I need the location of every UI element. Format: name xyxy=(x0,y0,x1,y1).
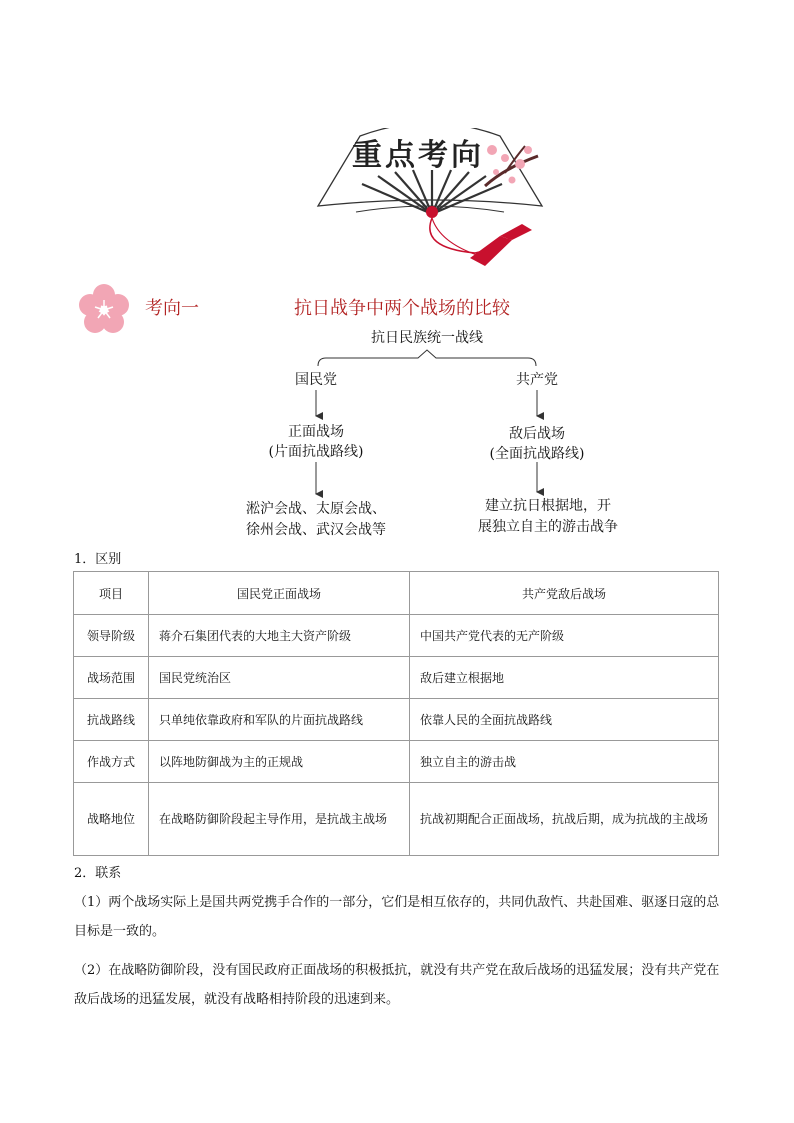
table-cell: 只单纯依靠政府和军队的片面抗战路线 xyxy=(149,699,410,741)
flowchart-connectors xyxy=(0,0,794,560)
flow-right-battlefield: 敌后战场 xyxy=(509,426,565,442)
table-cell: 领导阶级 xyxy=(74,615,149,657)
table-header: 国民党正面战场 xyxy=(149,572,410,615)
flow-left-battles-2: 徐州会战、武汉会战等 xyxy=(246,522,386,538)
table-cell: 蒋介石集团代表的大地主大资产阶级 xyxy=(149,615,410,657)
table-row xyxy=(74,741,719,783)
flow-left-party: 国民党 xyxy=(295,372,337,388)
table-cell: 作战方式 xyxy=(74,741,149,783)
table-cell: 中国共产党代表的无产阶级 xyxy=(410,615,719,657)
flow-left-battlefield: 正面战场 xyxy=(288,424,344,440)
table-row xyxy=(74,783,719,856)
table-header: 共产党敌后战场 xyxy=(410,572,719,615)
table-cell: 抗战路线 xyxy=(74,699,149,741)
difference-heading: 1．区别 xyxy=(74,552,122,567)
table-cell: 敌后建立根据地 xyxy=(410,657,719,699)
table-cell: 战场范围 xyxy=(74,657,149,699)
table-header-row xyxy=(74,572,719,615)
connection-paragraph-2: （2）在战略防御阶段，没有国民政府正面战场的积极抵抗，就没有共产党在敌后战场的迅猛发展；没有共产党在敌后战场的迅猛发展，就没有战略相持阶段的迅速到来。 xyxy=(74,963,720,1007)
table-row xyxy=(74,615,719,657)
section-title: 抗日战争中两个战场的比较 xyxy=(294,298,510,319)
flow-right-line: (全面抗战路线) xyxy=(489,446,585,462)
banner-title: 重点考向 xyxy=(352,138,484,173)
flow-right-result-2: 展独立自主的游击战争 xyxy=(478,519,618,535)
table-cell: 抗战初期配合正面战场，抗战后期，成为抗战的主战场 xyxy=(410,783,719,856)
table-row xyxy=(74,699,719,741)
comparison-table xyxy=(73,571,719,856)
table-cell: 独立自主的游击战 xyxy=(410,741,719,783)
table-cell: 战略地位 xyxy=(74,783,149,856)
flow-right-party: 共产党 xyxy=(516,372,558,388)
table-cell: 国民党统治区 xyxy=(149,657,410,699)
brace-connector xyxy=(318,350,536,366)
flow-root: 抗日民族统一战线 xyxy=(371,330,483,346)
section-label: 考向一 xyxy=(145,298,199,319)
table-cell: 以阵地防御战为主的正规战 xyxy=(149,741,410,783)
flow-left-line: (片面抗战路线) xyxy=(268,444,364,460)
connection-paragraph-1: （1）两个战场实际上是国共两党携手合作的一部分，它们是相互依存的，共同仇敌忾、共赴国难、驱逐日寇的总目标是一致的。 xyxy=(74,895,720,939)
table-header: 项目 xyxy=(74,572,149,615)
connection-heading: 2．联系 xyxy=(74,866,122,881)
flow-left-battles-1: 淞沪会战、太原会战、 xyxy=(246,501,386,517)
table-row xyxy=(74,657,719,699)
table-cell: 在战略防御阶段起主导作用，是抗战主战场 xyxy=(149,783,410,856)
table-cell: 依靠人民的全面抗战路线 xyxy=(410,699,719,741)
flow-right-result-1: 建立抗日根据地，开 xyxy=(485,498,611,514)
